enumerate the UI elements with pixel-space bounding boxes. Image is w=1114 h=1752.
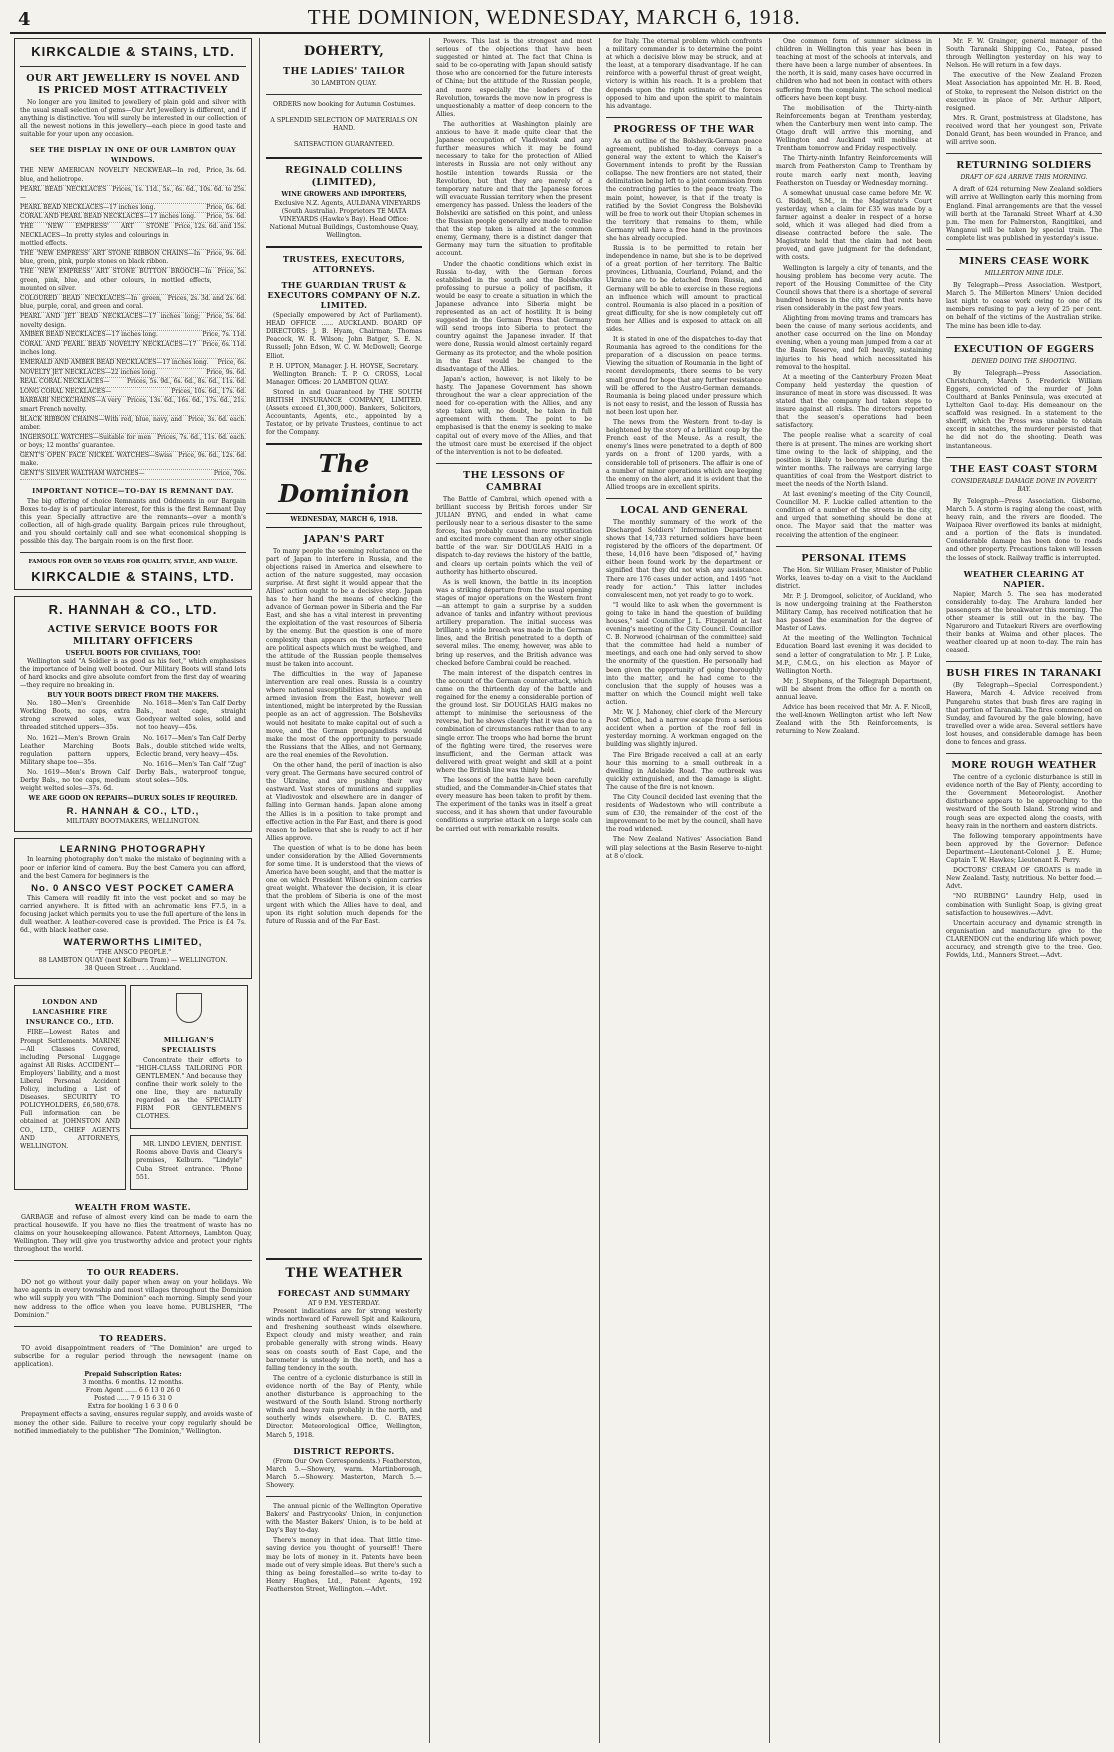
personal-paragraph-1: The Hon. Sir William Fraser, Minister of Public Works, leaves to-day on a visit to the Auckland district. xyxy=(776,566,932,590)
crest-icon xyxy=(176,993,202,1023)
price-list-item xyxy=(20,213,246,223)
item-price: Prices, 1s. 11d., 5s., 6s. 6d., 10s. 6d. to 25s. xyxy=(112,185,246,193)
personal-headline: PERSONAL ITEMS xyxy=(801,552,907,564)
progress-paragraph-2: Russia is to be permitted to retain her independence in name, but she is to be deprived of a great portion of her territory. The Baltic provinces, Lithuania, Courland, Poland, and the Ukraine are to be detached from Russia, and Germany will be able to exercise in these regions an influence which will amount to practical control. Roumania is also placed in a position of great difficulty, for she is now completely cut off from her Allies and is exposed to attack on all sides. xyxy=(606,245,762,333)
item-price: Price, 6s. 6d. xyxy=(206,203,246,211)
item-name: THE 'NEW EMPRESS' ART STONE BUTTON BROOCH—In green, pink, blue, and other colours, in mottled effects, mounted on silver. xyxy=(20,268,212,293)
item-name: EMERALD AND AMBER BEAD NECKLACES—17 inches long. xyxy=(20,358,209,366)
column-6 xyxy=(942,38,1106,1743)
hannah-repairs: WE ARE GOOD ON REPAIRS—DURUX SOLES IF REQUIRED. xyxy=(28,795,238,803)
boot-item: No. 1619—Men's Brown Calf Derby Bals., no toe caps, medium weight welted soles—37s. 6d. xyxy=(20,768,130,793)
collins-subhead: WINE GROWERS AND IMPORTERS, xyxy=(281,191,407,199)
readers-body: DO not go without your daily paper when away on your holidays. We have agents in every township and most villages throughout the Dominion who will supply you with "The Dominion" each morning. Simply send your new address to the office when you leave home. PUBLISHER, "The Dominion." xyxy=(14,1279,252,1319)
ansco-headline: No. 0 ANSCO VEST POCKET CAMERA xyxy=(31,882,235,894)
picnic-notice: The annual picnic of the Wellington Operative Bakers' and Pastrycooks' Union, in conjunction with the Master Bakers' Union, is to be held at Day's Bay to-day. xyxy=(266,1502,422,1535)
forecast-body: Present indications are for strong westerly winds northward of Farewell Spit and Kaikoura, and freshening southeast winds elsewhere. Expect cloudy and misty weather, and rain probable generally with strong winds. Heavy seas on coasts south of East Cape, and the barometer is unsteady in the north, and has a falling tendency in the south. xyxy=(266,1308,422,1372)
cambrai-paragraph-1: The Battle of Cambrai, which opened with a brilliant success by British forces under Sir JULIAN BYNG, and ended in what came perilously near to a serious disaster to the same forces, has probably caused more mystification and excited more comment than any other single battle of the war. Sir DOUGLAS HAIG in a dispatch to-day reviews the history of the battle, and clears up certain points which the veil of authority has hitherto obscured. xyxy=(436,495,592,576)
cambrai-paragraph-2: As is well known, the battle in its inception was a striking departure from the usual opening stages of major operations on the Western front—an attempt to gain a surprise by a sudden advance of tanks and infantry without previous artillery preparation. The initial success was brilliant; a wide breach was made in the German lines, and the British penetrated to a depth of several miles. The enemy, however, was able to bring up reserves, and the British advance was checked before Cambrai could be reached. xyxy=(436,578,592,667)
item-price: Price, 3s. 6d. xyxy=(206,167,246,175)
column-3 xyxy=(432,38,596,1743)
item-name: LONG CORAL NECKLACES— xyxy=(20,387,112,395)
miners-paragraph: By Telegraph—Press Association. Westport, March 5. The Millerton Miners' Union decided last night to cease work owing to one of its members refusing to pay a levy of 25 per cent. on behalf of the victims of the Australian strike. The mine has been idle to-day. xyxy=(946,282,1102,330)
guardian-branch: Wellington Branch: T. P. O. CROSS, Local Manager. Offices: 20 LAMBTON QUAY. xyxy=(266,370,422,386)
progress-headline: PROGRESS OF THE WAR xyxy=(613,123,755,135)
col5-paragraph-9: At last evening's meeting of the City Council, Councillor M. F. Luckie called attention to the condition of a number of the streets in the city, and urged that something should be done at once. The Mayor said that the matter was receiving the attention of the engineer. xyxy=(776,491,932,539)
rough-weather-paragraph: The centre of a cyclonic disturbance is still in evidence north of the Bay of Plenty, according to the Government Meteorologist. Another disturbance appears to be approaching to the westward of the South Island. Strong wind and rough seas are expected along the coasts, with heavy rain in the northern and eastern districts. xyxy=(946,774,1102,830)
doherty-ad xyxy=(266,44,422,149)
hannah-body: Wellington said "A Soldier is as good as his feet," which emphasises the importance of being well booted. Our Military Boots will stand lots of hard knocks and give absolute comfort from the first day of wearing—they require no breaking in. xyxy=(20,657,246,689)
col5-paragraph-2: The mobilisation of the Thirty-ninth Reinforcements began at Trentham yesterday, when the Canterbury men went into camp. The Otago draft will arrive this morning, and Wellington and Auckland will mobilise at Trentham tomorrow and Friday respectively. xyxy=(776,104,932,153)
collins-body: Exclusive N.Z. Agents, AULDANA VINEYARDS (South Australia). Proprietors TE MATA VINEYARDS (Hawke's Bay). Head Office: National Mutual Buildings, Customhouse Quay, Wellington. xyxy=(269,199,421,239)
boot-item: No. 180—Men's Greenhide Working Boots, no caps, extra strong screwed soles, wax threaded stitched uppers—35s. xyxy=(20,700,130,732)
dominion-editorial-masthead: The Dominion xyxy=(266,443,422,514)
doherty-address: 30 LAMBTON QUAY. xyxy=(311,80,377,87)
rates-table xyxy=(14,1387,252,1411)
miners-subhead: MILLERTON MINE IDLE. xyxy=(984,269,1064,277)
doherty-body-2: A SPLENDID SELECTION OF MATERIALS ON HAND. xyxy=(270,117,418,133)
item-name: NOVELTY JET NECKLACES—22 inches long. xyxy=(20,368,158,376)
item-price: Price, 5s. xyxy=(217,268,246,275)
price-list-item xyxy=(20,369,246,379)
item-price: Price, 5s. 6d. xyxy=(206,312,246,320)
masthead xyxy=(10,5,1106,34)
kirkcaldie-title: KIRKCALDIE & STAINS, LTD. xyxy=(31,44,235,59)
col5-paragraph-8: The people realise what a scarcity of coal there is at present. The mines are working short time owing to the lack of shipping, and the position is likely to become worse during the winter months. The railways are carrying large quantities of coal from the Westport district to meet the needs of the North Island. xyxy=(776,432,932,488)
remnant-headline: IMPORTANT NOTICE—TO-DAY IS REMNANT DAY. xyxy=(32,486,234,495)
waterworths-address: 88 LAMBTON QUAY (next Kelburn Tram) — WELLINGTON. xyxy=(38,957,228,965)
col5-paragraph-5: Wellington is largely a city of tenants, and the housing problem has become very acute. The report of the Housing Committee of the City Council shows that there is a shortage of several hundred houses in the city, and that rents have risen considerably in the past few years. xyxy=(776,264,932,312)
personal-paragraph-3: At the meeting of the Wellington Technical Education Board last evening it was decided to send a letter of congratulation to Mr. J. P. Luke, M.P., C.M.G., on his election as Mayor of Wellington North. xyxy=(776,635,932,675)
doherty-body-1: ORDERS now booking for Autumn Costumes. xyxy=(273,101,416,109)
london-body: FIRE—Lowest Rates and Prompt Settlements. MARINE—All Classes Covered, including Personal Luggage against All Risks. ACCIDENT—Employers' liability, and a most Liberal Personal Accident Policy, including a List of Diseases. SECURITY TO POLICYHOLDERS, £6,580,678. Full information can be obtained at JOHNSTON AND CO., LTD., CHIEF AGENTS AND ATTORNEYS, WELLINGTON. xyxy=(20,1029,120,1150)
col5-paragraph-4: A somewhat unusual case came before Mr. W. G. Riddell, S.M., in the Magistrate's Court yesterday, when a claim for £35 was made by a farmer against a dealer in respect of a horse sold, which it was alleged had died from a disease contracted before the sale. The Magistrate held that the claim had not been proved, and gave judgment for the defendant, with costs. xyxy=(776,189,932,262)
price-list-item xyxy=(20,378,246,388)
item-name: COLOURED BEAD NECKLACES—In green, blue, purple, coral, and green and coral. xyxy=(20,294,162,311)
waterworths-title: WATERWORTHS LIMITED, xyxy=(63,937,203,949)
item-name: REAL CORAL NECKLACES— xyxy=(20,378,110,386)
item-price: Price, 9s. 6d., 12s. 6d. xyxy=(178,451,246,459)
item-price: Price, 9s. 6d. xyxy=(206,249,246,257)
item-price: Price, 6s. xyxy=(217,358,246,366)
rates-row: Extra for booking 1 6 3 0 6 0 xyxy=(87,1403,179,1411)
appointments-paragraph: The following temporary appointments have been approved by the Governor: Defence Department—Lieutenant-Colonel J. E. Hume; Captain T. W. Hawkes; Lieutenant R. Perry. xyxy=(946,832,1102,865)
rates-note: Prepayment effects a saving, ensures regular supply, and avoids waste of money the other side. Failure to receive your copy regularly should be notified immediately to the publisher "The Dominion," Wellington. xyxy=(14,1411,252,1435)
remnant-body: The big offering of choice Remnants and Oddments in our Bargain Boxes to-day is of particular interest, for this is the first Remnant Day this year. Specially attractive are the remnants—over a month's collection, all of high-grade quality. Bargain prices rule throughout, and you should certainly call and see what economical shopping is possible this day. The bargain room is on the first floor. xyxy=(20,497,246,546)
guardian-managers: P. H. UPTON, Manager. J. H. HOYSE, Secretary. xyxy=(269,362,419,370)
returning-headline: RETURNING SOLDIERS xyxy=(956,160,1092,172)
progress-paragraph-4: The news from the Western front to-day is heightened by the story of a brilliant coup by the French east of the Meuse. As a result, the enemy's lines were penetrated to a depth of 800 yards on a front of 1200 yards, with a considerable toll of prisoners. The affair is one of a number of minor operations which are keeping the enemy on the alert, and it is evident that the Allied troops are in excellent spirits. xyxy=(606,419,762,491)
hannah-title: R. HANNAH & CO., LTD. xyxy=(48,601,218,617)
napier-headline: WEATHER CLEARING AT NAPIER. xyxy=(963,568,1085,589)
editorial-continued-1: Powers. This last is the strongest and most serious of the objections that have been suggested or hinted at. The fact that China is said to be co-operating with Japan should satisfy those who are concerned for the future interests of China; but the attitude of the Russian people, and more especially the leaders of the Revolution, towards the move now in progress is unquestionably a matter of deep concern to the Allies. xyxy=(436,38,592,118)
guardian-ad xyxy=(266,254,422,437)
local-paragraph-2: "I would like to ask when the government is going to take in hand the question of building houses," said Councillor J. L. Fitzgerald at last evening's meeting of the City Council. Councillor C. B. Norwood (chairman of the committee) said that the committee had held a number of meetings, and each one had only served to show the enormity of the question. He personally had been given the opportunity of going thoroughly into the matter, and he had come to the conclusion that the supply of houses was a matter on which the Council might well take action. xyxy=(606,601,762,706)
hannah-footer: R. HANNAH & CO., LTD., xyxy=(66,806,200,818)
kirkcaldie-footer: KIRKCALDIE & STAINS, LTD. xyxy=(31,568,235,584)
column-weather xyxy=(262,1258,426,1743)
rates-headline: Prepaid Subscription Rates: xyxy=(84,1370,182,1378)
doherty-headline: DOHERTY, xyxy=(303,44,385,59)
local-paragraph-1: The monthly summary of the work of the Discharged Soldiers' Information Department shows that 14,733 returned soldiers have been registered by the officers of the department. Of these, 14,016 have been "disposed of," having either been found work by the department or signified that they did not wish any assistance. There are 176 cases under action, and 1495 "not ready for action." This latter includes convalescent men, not yet ready to go to work. xyxy=(606,518,762,599)
newspaper-title: THE DOMINION, WEDNESDAY, MARCH 6, 1918. xyxy=(307,5,801,29)
coast-storm-paragraph: By Telegraph—Press Association. Gisborne, March 5. A storm is raging along the coast, with heavy rain, and the rivers are flooded. The Waipaoa River overflowed its banks at midnight, and a portion of the flats is inundated. Considerable damage has been done to roads and other property. Precautions taken will lessen the losses of stock. Railway traffic is interrupted. xyxy=(946,497,1102,562)
item-price: Price, 3s. 6d. each. xyxy=(188,415,246,423)
newspaper-page xyxy=(10,5,1106,1746)
hannah-headline: ACTIVE SERVICE BOOTS FOR MILITARY OFFICERS xyxy=(47,623,219,647)
item-price: Prices, 2s. 3d. and 2s. 6d. xyxy=(167,294,246,302)
coast-storm-subhead: CONSIDERABLE DAMAGE DONE IN POVERTY BAY. xyxy=(951,477,1097,493)
price-list-item xyxy=(20,470,246,480)
column-5 xyxy=(772,38,936,1743)
item-name: CORAL AND PEARL BEAD NECKLACES—17 inches long. xyxy=(20,213,196,221)
district-body: (From Our Own Correspondents.) Featherston, March 5.—Showery, warm. Martinborough, March 5.—Showery. Masterton, March 5.—Showery. xyxy=(266,1457,422,1489)
price-list-item xyxy=(20,186,246,204)
london-headline: LONDON AND LANCASHIRE FIRE INSURANCE CO., LTD. xyxy=(25,998,115,1027)
ansco-body: This Camera will readily fit into the vest pocket and so may be carried anywhere. It is fitted with an achromatic lens F7.5, in a focusing jacket which permits you to use the full aperture of the lens in dull weather. A leather-covered case is provided. The Price is £4 7s. 6d., with black leather case. xyxy=(20,894,246,935)
price-list-item xyxy=(20,250,246,268)
milligan-headline: MILLIGAN'S SPECIALISTS xyxy=(161,1035,217,1054)
photo-headline: LEARNING PHOTOGRAPHY xyxy=(59,844,207,856)
jewellery-price-list xyxy=(20,167,246,479)
coast-storm-headline: THE EAST COAST STORM xyxy=(950,463,1098,475)
price-list-item xyxy=(20,295,246,313)
japan-headline: JAPAN'S PART xyxy=(303,533,385,545)
boot-item: No. 1621—Men's Brown Grain Leather Marching Boots regulation pattern uppers, Military shape toe—35s. xyxy=(20,734,130,766)
forecast-body-2: The centre of a cyclonic disturbance is still in evidence north of the Bay of Plenty, while another disturbance is approaching to the westward of the South Island. Strong northerly winds and heavy rain probably in the north, and southerly winds elsewhere. D. C. BATES, Director. Meteorological Office, Wellington, March 5, 1918. xyxy=(266,1374,422,1439)
execution-paragraph: By Telegraph—Press Association. Christchurch, March 5. Frederick William Eggers, convicted of the murder of John Coulthard at Banks Peninsula, was executed at Lyttelton Gaol to-day. His demeanour on the scaffold was resigned. In a statement to the sheriff, which the Press was unable to obtain except in snatches, the murderer persisted that he did not do the shooting. Death was instantaneous. xyxy=(946,369,1102,450)
photo-body: In learning photography don't make the mistake of beginning with a poor or inferior kind of camera. Buy the best Camera you can afford, and the best Camera for beginners is the xyxy=(20,856,246,880)
progress-paragraph-1: As an outline of the Bolshevik-German peace agreement, published to-day, conveys in a general way the extent to which the Kaiser's Government intends to profit by the Russian collapse. The new frontiers are not stated, their delimitation being left to a joint commission from the contracting parties to the peace treaty. The main point, however, is that if the treaty is ratified by the Soviet Congress the Bolsheviki will be free to work out their Utopian schemes in the territory that remains to them, while Germany will have a free hand in the provinces she has already occupied. xyxy=(606,137,762,242)
doctors-advert: DOCTORS' CREAM OF GROATS is made in New Zealand. Tasty, nutritious. No better food.—Advt. xyxy=(946,867,1102,891)
district-headline: DISTRICT REPORTS. xyxy=(293,1445,395,1456)
cambrai-paragraph-4: The lessons of the battle have been carefully studied, and the Commander-in-Chief states that every measure has been taken to profit by them. The experiment of the tanks was in itself a great success, and it has shown that under favourable conditions a surprise attack on a large scale can be carried out with remarkable results. xyxy=(436,776,592,833)
boot-item: No. 1618—Men's Tan Calf Derby Bals., neat cage, straight Goodyear welted soles, solid and not too heavy—45s. xyxy=(136,700,246,732)
price-list-item xyxy=(20,331,246,341)
guardian-body: (Specially empowered by Act of Parliament). HEAD OFFICE ...... AUCKLAND. BOARD OF DIRECTORS: J. B. Hyam, Chairman; Thomas Peacock, W. R. Wilson; John Batger, S. E. N. Russell; John Edson, W. C. W. McDowell; George Elliot. xyxy=(266,312,422,360)
jewellery-body: No longer are you limited to jewellery of plain gold and silver with the usual small selection of gems—Our Art Jewellery is different, and if anything is distinctive. You will surely be interested in our collection of all the newest notions in this jewellery—each piece in good taste and suitable for your upon any occasion. xyxy=(20,99,246,139)
waste-body: GARBAGE and refuse of almost every kind can be made to earn the practical housewife. If you have no flies the treatment of waste has no claims on your housekeeping allowance. Patent Attorneys, Lambton Quay, Wellington. They will give you trustworthy advice and protect your rights throughout the world. xyxy=(14,1213,252,1254)
kirkcaldie-ad xyxy=(14,38,252,590)
price-list-item xyxy=(20,167,246,185)
price-list-item xyxy=(20,313,246,331)
price-list-item xyxy=(20,223,246,250)
item-price: Price, 7s. 11d. xyxy=(202,331,246,339)
execution-subhead: DENIED DOING THE SHOOTING. xyxy=(971,357,1077,365)
returning-subhead: DRAFT OF 624 ARRIVE THIS MORNING. xyxy=(960,174,1088,182)
item-name: PEARL AND JET BEAD NECKLACES—17 inches long; novelty design. xyxy=(20,312,201,329)
price-list-item xyxy=(20,397,246,415)
item-name: THE 'NEW EMPRESS' ART STONE NECKLACES—In pretty styles and colourings in mottled effects. xyxy=(20,223,169,248)
item-price: Prices, 7s. 6d., 11s. 6d. each. xyxy=(157,433,246,441)
personal-paragraph-4: Mr. J. Stephens, of the Telegraph Department, will be absent from the office for a month on annual leave. xyxy=(776,677,932,702)
personal-paragraph-5: Advice has been received that Mr. A. F. Nicoll, the well-known Wellington artist who left New Zealand with the 5th Reinforcements, is returning to New Zealand. xyxy=(776,704,932,736)
col6-paragraph-3: Mrs. R. Grant, postmistress at Gladstone, has received word that her youngest son, Private Donald Grant, has been wounded in France, and will arrive soon. xyxy=(946,114,1102,147)
waterworths-address-2: 38 Queen Street . . . Auckland. xyxy=(84,965,182,973)
collins-headline: REGINALD COLLINS (LIMITED), xyxy=(285,165,403,189)
clarendon-advert: Uncertain accuracy and dynamic strength in organisation and manufacture give to the CLARENDON cut the enduring life which power, accuracy, and strength give to the tree. Geo. Fowlds, Ltd., Manners Street.—Advt. xyxy=(946,919,1102,960)
item-name: CORAL AND PEARL BEAD NOVELTY NECKLACES—17 inches long. xyxy=(20,340,197,357)
local-paragraph-6: The New Zealand Natives' Association Band will play selections at the Basin Reserve to-night at 8 o'clock. xyxy=(606,836,762,860)
milligan-body: Concentrate their efforts to "HIGH-CLASS TAILORING FOR GENTLEMEN." And because they confine their work solely to the one line, they are naturally regarded as the SPECIALTY FIRM FOR GENTLEMEN'S CLOTHES. xyxy=(136,1056,242,1121)
col5-paragraph-3: The Thirty-ninth Infantry Reinforcements will march from Featherston Camp to Trentham by route march early next month, leaving Featherston on Tuesday or Wednesday morning. xyxy=(776,155,932,187)
col5-paragraph-7: At a meeting of the Canterbury Frozen Meat Company held yesterday the question of insurance of meat in store was discussed. It was stated that the company had taken steps to insure against all risks. The directors reported that the season's operations had been satisfactory. xyxy=(776,373,932,430)
item-name: GENT'S SILVER WALTHAM WATCHES— xyxy=(20,470,145,478)
item-price: Prices, 13s. 6d., 16s. 6d., 17s. 6d., 21s. xyxy=(127,397,246,405)
bushfire-headline: BUSH FIRES IN TARANAKI xyxy=(946,668,1102,680)
rates-row: From Agent ...... 6 6 13 0 26 0 xyxy=(85,1387,181,1395)
col6-paragraph-2: The executive of the New Zealand Frozen Meat Association has appointed Mr. H. B. Reed, of Stoke, to represent the Nelson district on the executive in place of Mr. Arthur Allport, resigned. xyxy=(946,72,1102,112)
price-list-item xyxy=(20,416,246,434)
editorial-continued-2: The authorities at Washington plainly are anxious to have it made quite clear that the Japanese occupation of Vladivostok and any further measures which it may be found necessary to take for the protection of Allied interests in Russia are not only without any hostile intention towards Russia or the Revolution, but that they are merely of a temporary nature and that the Japanese forces will evacuate Russian territory when the present emergency has passed. Unless the leaders of the Bolsheviki are satisfied on this point, and unless the Russian people generally are made to realise that the step taken is aimed at the common enemy, Germany, there is a distinct danger that Germany may turn the situation to profitable account. xyxy=(436,120,592,258)
col5-paragraph-1: One common form of summer sickness in children in Wellington this year has been in teaching at most of the schools at intervals, and there have been a large number of absentees. In the north, it is said, many cases have occurred in children who had not been in contact with others suffering from the complaint. The school medical officers have been kept busy. xyxy=(776,38,932,102)
boot-item: No. 1616—Men's Tan Calf "Zug" Derby Bals., waterproof tongue, stout soles—50s. xyxy=(136,760,246,785)
local-paragraph-5: The City Council decided last evening that the residents of Wadestown who will contribute a sum of £30, the remainder of the cost of the improvement to be met by the council, shall have the road widened. xyxy=(606,793,762,834)
forecast-time: AT 9 P.M. YESTERDAY. xyxy=(308,1300,380,1307)
japan-paragraph-1: To many people the seeming reluctance on the part of Japan to interfere in Russia, and the objections raised in America and elsewhere to action of the nature suggested, may occasion surprise. At first sight it would appear that the Allies' action ought to be a decisive step. Japan has to her hand the means of checking the advance of German power in Siberia and the Far East, and she has a vital interest in preventing the exploitation of the vast resources of Siberia by the enemy. But the question is one of more complexity than appears on the surface. There are political aspects which must be weighed, and the attitude of the Russian people themselves must be taken into account. xyxy=(266,547,422,668)
item-name: PEARL BEAD NECKLACES—17 inches long. xyxy=(20,203,156,211)
waterworths-sub: "THE ANSCO PEOPLE." xyxy=(94,949,172,957)
patent-notice: There's money in that idea. That little time-saving device you thought of yourself!! There may be lots of money in it. Patents have been made out of very simple ideas. But there's such a thing as being forestalled—so write to-day to Henry Hughes, Ltd., Patent Agents, 192 Featherston Street, Wellington.—Advt. xyxy=(266,1537,422,1593)
price-list-item xyxy=(20,268,246,295)
local-paragraph-4: The Fire Brigade received a call at an early hour this morning to a small outbreak in a dwelling in Adelaide Road. The outbreak was quickly extinguished, and the damage is slight. The cause of the fire is not known. xyxy=(606,751,762,791)
forecast-headline: FORECAST AND SUMMARY xyxy=(277,1288,411,1298)
personal-paragraph-2: Mr. P. J. Dromgool, solicitor, of Auckland, who is now undergoing training at the Featherston Military Camp, has received notification that he has passed the examination for the degree of Master of Laws. xyxy=(776,592,932,633)
rates-row: Posted ...... 7 9 15 6 31 0 xyxy=(94,1395,172,1403)
item-name: INGERSOLL WATCHES—Suitable for men or boys; 12 months' guarantee. xyxy=(20,433,152,450)
miners-headline: MINERS CEASE WORK xyxy=(958,255,1090,267)
readers2-headline: TO READERS. xyxy=(99,1332,167,1343)
readers-headline: TO OUR READERS. xyxy=(87,1267,179,1278)
item-price: Price, 6s. 11d. xyxy=(202,340,246,348)
returning-paragraph: A draft of 624 returning New Zealand soldiers will arrive at Wellington early this morning from England. Final arrangements are that the vessel will berth at the Taranaki Street Wharf at 4.30 p.m. The men for Palmerston, Rangitikei, and Wanganui will be taken by special train. The complete list was published in yesterday's issue. xyxy=(946,186,1102,242)
price-list-item xyxy=(20,359,246,369)
price-list-item xyxy=(20,388,246,398)
execution-headline: EXECUTION OF EGGERS xyxy=(953,343,1095,355)
col4-paragraph-1: for Italy. The eternal problem which confronts a military commander is to determine the point at which a decisive blow may be struck, and at the least, at a temporary disadvantage. If he can reinforce with a powerful thrust of great weight, victory is within his reach. It is a problem that depends upon the right estimate of the forces opposed to him and upon the spirit to maintain his advantage. xyxy=(606,38,762,110)
japan-paragraph-2: The difficulties in the way of Japanese intervention are real ones. Russia is a country where national susceptibilities run high, and an armed invasion from the East, however well intentioned, might be interpreted by the Russian people as an act of aggression. The Bolsheviks would not hesitate to make capital out of such a move, and the German propagandists would make the most of the opportunity to persuade the Russians that the Allies, and not Germany, are the real enemies of the Revolution. xyxy=(266,670,422,759)
napier-paragraph: Napier, March 5. The sea has moderated considerably to-day. The Arahura landed her passengers at the breakwater this morning. The other steamer is still out in the bay. The Ngaruroro and Tutaekuri Rivers are overflowing their banks at Waima and other places. The weather cleared up at noon to-day. The rain has ceased. xyxy=(946,590,1102,655)
item-price: Price, 70s. xyxy=(213,470,246,478)
rates-columns: 3 months. 6 months. 12 months. xyxy=(82,1379,184,1387)
price-list-item xyxy=(20,452,246,470)
editorial-date: WEDNESDAY, MARCH 6, 1918. xyxy=(266,516,422,527)
col6-paragraph-1: Mr. F. W. Grainger, general manager of the South Taranaki Shipping Co., Patea, passed through Wellington yesterday on his way to Nelson. He will return in a few days. xyxy=(946,38,1102,70)
editorial-continued-4: Japan's action, however, is not likely to be hasty. The Japanese Government has shown throughout the war a clear appreciation of the need for co-operation with the Allies, and any step taken will, no doubt, be taken in full agreement with them. The point to be emphasised is that the enemy is seeking to make capital out of every move of the Allies, and that the utmost care must be exercised if the object of the intervention is not to be defeated. xyxy=(436,375,592,456)
item-price: Prices, 5s. 9d., 6s. 6d., 8s. 6d., 11s. 6d. xyxy=(127,378,246,386)
classifieds-left xyxy=(14,1202,252,1436)
col5-paragraph-6: Alighting from moving trams and tramcars has been the cause of many serious accidents, and another case occurred on the line on Monday evening, when a young man jumped from a car at the Basin Reserve, and fell heavily, sustaining injuries to his head which necessitated his removal to the hospital. xyxy=(776,315,932,371)
item-price: Price, 5s. 6d. xyxy=(206,213,246,221)
hannah-subhead: USEFUL BOOTS FOR CIVILIANS, TOO! xyxy=(65,649,201,657)
hannah-buy-direct: BUY YOUR BOOTS DIRECT FROM THE MAKERS. xyxy=(47,692,219,700)
cambrai-headline: THE LESSONS OF CAMBRAI xyxy=(463,469,565,493)
hannah-boot-list xyxy=(20,700,246,793)
item-price: Price, 12s. 6d. and 15s. xyxy=(174,223,246,231)
doherty-subhead: THE LADIES' TAILOR xyxy=(282,66,406,77)
item-name: AMBER BEAD NECKLACES—17 inches long. xyxy=(20,331,158,339)
famous-tagline: FAMOUS FOR OVER 50 YEARS FOR QUALITY, STYLE, AND VALUE. xyxy=(28,559,238,566)
waterworths-ad xyxy=(14,838,252,979)
local-paragraph-3: Mr. W. J. Mahoney, chief clerk of the Mercury Post Office, had a narrow escape from a serious accident when a portion of the roof fell in yesterday morning. A workman engaged on the building was slightly injured. xyxy=(606,709,762,749)
rough-weather-headline: MORE ROUGH WEATHER xyxy=(951,760,1097,772)
london-insurance-ad xyxy=(14,985,126,1189)
dentist-body: MR. LINDO LEVIEN, DENTIST. Rooms above Davis and Cleary's premises, Kelburn. "Lindyle" Cuba Street entrance. 'Phone 551. xyxy=(136,1141,242,1181)
hannah-footer-sub: MILITARY BOOTMAKERS, WELLINGTON. xyxy=(66,818,200,826)
japan-paragraph-4: The question of what is to be done has been under consideration by the Allied Governments for some time. It is understood that the views of America have been sought, and that the matter is one on which President Wilson's opinion carries great weight. Whatever the decision, it is clear that the problem of Siberia is one of the most urgent with which the Allies have to deal, and upon its right solution much depends for the future of Russia and of the Far East. xyxy=(266,844,422,925)
price-list-item xyxy=(20,341,246,359)
display-note: SEE THE DISPLAY IN ONE OF OUR LAMBTON QUAY WINDOWS. xyxy=(29,146,237,165)
item-price: Price, 9s. 6d. xyxy=(206,368,246,376)
doherty-body-3: SATISFACTION GUARANTEED. xyxy=(293,141,394,149)
boot-item: No. 1617—Men's Tan Calf Derby Bals., double stitched wide welts, Eclectic brand, very heavy—45s. xyxy=(136,734,246,758)
editorial-continued-3: Under the chaotic conditions which exist in Russia to-day, with the German forces established in the south and the Bolsheviks professing to pursue a policy of pacifism, it would be easy to create a situation in which the Japanese advance into Siberia might be represented as an act of hostility. It is being suggested in the German Press that Germany will send troops into Siberia to protect the country against the Japanese invader. If that were done, Russia would almost certainly regard Germany as its protector, and the whole position in the East would be changed to the disadvantage of the Allies. xyxy=(436,260,592,373)
price-list-item xyxy=(20,434,246,452)
waste-headline: WEALTH FROM WASTE. xyxy=(75,1201,191,1212)
jewellery-headline: OUR ART JEWELLERY IS NOVEL AND IS PRICED MOST ATTRACTIVELY xyxy=(26,73,240,96)
item-name: THE 'NEW EMPRESS' ART STONE RIBBON CHAINS—In blue, green, pink, purple stones on black ribbon. xyxy=(20,249,201,266)
item-name: BARBARI NECKCHAINS—A very smart French novelty. xyxy=(20,397,122,413)
trustees-headline: TRUSTEES, EXECUTORS, ATTORNEYS. xyxy=(282,254,406,275)
item-name: BLACK RIBBON CHAINS—With red, blue, navy, and amber. xyxy=(20,415,182,432)
item-name: THE NEW AMERICAN NOVELTY NECKWEAR—In red, blue, and heliotrope. xyxy=(20,167,201,184)
column-4 xyxy=(602,38,766,1743)
no-rubbing-advert: "NO RUBBING" Laundry Help, used in combination with Sunlight Soap, is giving great satisfaction to housewives.—Advt. xyxy=(946,893,1102,917)
weather-headline: THE WEATHER xyxy=(285,1266,403,1281)
milligan-ad xyxy=(130,985,248,1129)
guardian-headline: THE GUARDIAN TRUST & EXECUTORS COMPANY OF N.Z. LIMITED. xyxy=(267,280,421,311)
item-name: GENT'S OPEN FACE NICKEL WATCHES—Swiss make. xyxy=(20,451,173,468)
price-list-item xyxy=(20,204,246,214)
item-price: Prices, 10s. 6d., 17s. 6d. xyxy=(171,387,246,395)
page-number: 4 xyxy=(18,9,31,30)
local-headline: LOCAL AND GENERAL xyxy=(620,504,748,516)
column-advertisements-left xyxy=(10,38,256,1743)
progress-paragraph-3: It is stated in one of the dispatches to-day that Roumania has agreed to the conditions for the preparation of a discussion on peace terms. Viewing the situation of Roumania in the light of recent developments, there seems to be very small ground for hope that any further resistance will be offered to the Austro-German demands. Roumania is being placed under pressure which is not easy to resist, and the lesson of Russia has not been lost upon her. xyxy=(606,336,762,416)
hannah-ad xyxy=(14,596,252,833)
item-name: PEARL BEAD NECKLACES— xyxy=(20,185,107,202)
readers2-body: TO avoid disappointment readers of "The Dominion" are urged to subscribe for a regular period through the newsagent (name on application). xyxy=(14,1344,252,1368)
dentist-ad xyxy=(130,1135,248,1189)
cambrai-paragraph-3: The main interest of the dispatch centres in the account of the German counter-attack, which came on the thirteenth day of the battle and regained for the enemy a considerable portion of the ground lost. Sir DOUGLAS HAIG makes no attempt to minimise the seriousness of the reverse, but he shows clearly that it was due to a combination of circumstances rather than to any single error. The troops who had borne the brunt of the fighting were tired, the reserves were insufficient, and the German attack was delivered with great weight and skill at a point where the British line was thinly held. xyxy=(436,669,592,774)
japan-paragraph-3: On the other hand, the peril of inaction is also very great. The Germans have secured control of the Ukraine, and are pushing their way eastward. Vast stores of munitions and supplies at Vladivostok and elsewhere are in danger of falling into German hands. Japan alone among the Allies is in a position to take prompt and effective action in the Far East, and there is good reason to believe that she is ready to act if her Allies approve. xyxy=(266,761,422,842)
guardian-note: Stored in and Guaranteed by THE SOUTH BRITISH INSURANCE COMPANY, LIMITED. (Assets exceed £1,300,000). Bankers, Solicitors, Accountants, Agents, etc., appointed by a Testator, or by private Trustees, continue to act for the Company. xyxy=(266,388,422,437)
bushfire-paragraph: (By Telegraph—Special Correspondent.) Hawera, March 4. Advice received from Pungarehu states that bush fires are raging in that portion of Taranaki. The fires commenced on Sunday, and favoured by the gale blowing, have travelled over a wide area. Several settlers have lost houses, and considerable damage has been done to fences and grass. xyxy=(946,682,1102,746)
collins-ad xyxy=(266,165,422,240)
